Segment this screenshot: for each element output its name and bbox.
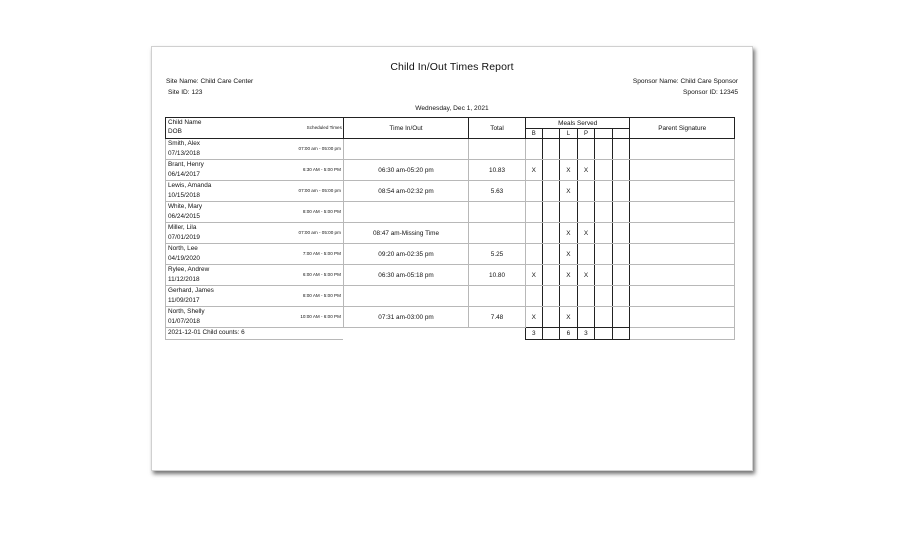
meal-cell (595, 139, 613, 160)
sponsor-info (633, 76, 738, 98)
meal-cell: X (560, 244, 578, 265)
meal-count-cell: 3 (525, 328, 542, 340)
meal-cell: X (577, 223, 595, 244)
parent-signature-cell (630, 139, 735, 160)
header-total: Total (469, 118, 526, 139)
child-cell (166, 160, 344, 181)
child-name: White, Mary (168, 203, 203, 210)
header-meal-b: B (525, 129, 542, 139)
meal-cell (542, 265, 560, 286)
scheduled-time: 7:00 AM - 5:00 PM (302, 251, 341, 256)
child-cell (166, 265, 344, 286)
child-name: Rylee, Andrew (168, 266, 210, 273)
time-in-out-cell: 09:20 am-02:35 pm (343, 244, 468, 265)
site-id: Site ID: 123 (168, 89, 203, 96)
meal-count-cell (595, 328, 613, 340)
parent-signature-cell (630, 181, 735, 202)
child-name: Gerhard, James (168, 287, 214, 294)
meal-cell (595, 286, 613, 307)
meal-cell (612, 181, 630, 202)
scheduled-time: 6:00 AM - 5:00 PM (302, 272, 341, 277)
meal-cell (542, 244, 560, 265)
meal-cell (577, 181, 595, 202)
meal-cell (595, 244, 613, 265)
counts-signature-cell (630, 328, 735, 340)
meal-cell (577, 286, 595, 307)
total-cell: 5.63 (469, 181, 526, 202)
meal-cell: X (560, 223, 578, 244)
scheduled-time: 8:00 AM - 5:00 PM (302, 293, 341, 298)
child-dob: 07/13/2018 (168, 150, 200, 157)
meal-cell (612, 265, 630, 286)
scheduled-time: 07:00 am - 05:00 pm (298, 188, 341, 193)
child-cell (166, 244, 344, 265)
meal-cell: X (560, 265, 578, 286)
time-in-out-cell: 06:30 am-05:18 pm (343, 265, 468, 286)
site-name: Site Name: Child Care Center (166, 78, 254, 85)
time-in-out-cell (343, 286, 468, 307)
child-name: Miller, Lila (168, 224, 197, 231)
scheduled-time: 07:00 am - 05:00 pm (298, 230, 341, 235)
parent-signature-cell (630, 286, 735, 307)
meal-cell (525, 286, 542, 307)
header-parent-signature: Parent Signature (630, 118, 735, 139)
meal-cell (612, 139, 630, 160)
meal-cell (595, 223, 613, 244)
time-in-out-cell: 08:54 am-02:32 pm (343, 181, 468, 202)
total-cell (469, 139, 526, 160)
header-scheduled-times: Scheduled Times (306, 125, 342, 130)
child-cell (166, 307, 344, 328)
meal-cell (542, 139, 560, 160)
parent-signature-cell (630, 244, 735, 265)
time-in-out-cell: 07:31 am-03:00 pm (343, 307, 468, 328)
total-cell: 7.48 (469, 307, 526, 328)
meal-cell (595, 181, 613, 202)
meal-cell (612, 202, 630, 223)
parent-signature-cell (630, 202, 735, 223)
child-name: Lewis, Amanda (168, 182, 212, 189)
meal-count-cell (542, 328, 560, 340)
header-time-in-out: Time In/Out (343, 118, 468, 139)
header-dob: DOB (168, 128, 182, 135)
meal-cell (577, 307, 595, 328)
parent-signature-cell (630, 160, 735, 181)
header-child (166, 118, 344, 139)
time-in-out-cell (343, 202, 468, 223)
meal-cell (542, 202, 560, 223)
total-cell (469, 202, 526, 223)
total-cell: 10.80 (469, 265, 526, 286)
meal-cell (560, 202, 578, 223)
meal-cell (525, 244, 542, 265)
header-meal-blank-1 (542, 129, 560, 139)
sponsor-name: Sponsor Name: Child Care Sponsor (632, 78, 738, 85)
child-name: Smith, Alex (168, 140, 200, 147)
meal-cell (525, 223, 542, 244)
child-dob: 06/24/2015 (168, 213, 200, 220)
meal-cell (595, 160, 613, 181)
child-cell (166, 139, 344, 160)
table-row (166, 265, 735, 286)
meal-cell: X (525, 160, 542, 181)
child-cell (166, 223, 344, 244)
child-dob: 06/14/2017 (168, 171, 200, 178)
header-meal-p: P (577, 129, 595, 139)
child-cell (166, 202, 344, 223)
meal-cell (577, 244, 595, 265)
total-cell: 10.83 (469, 160, 526, 181)
meal-cell (525, 181, 542, 202)
total-cell (469, 286, 526, 307)
child-name: Brant, Henry (168, 161, 204, 168)
table-row (166, 307, 735, 328)
meal-count-cell: 3 (577, 328, 595, 340)
meal-cell (612, 223, 630, 244)
header-meals-served: Meals Served (525, 118, 629, 129)
site-info (166, 76, 253, 98)
child-counts-cell (166, 328, 344, 340)
meal-cell: X (525, 265, 542, 286)
table-row (166, 139, 735, 160)
table-row (166, 286, 735, 307)
meal-cell (542, 181, 560, 202)
header-meal-blank-3 (612, 129, 630, 139)
child-dob: 10/15/2018 (168, 192, 200, 199)
child-name: North, Shelly (168, 308, 205, 315)
total-cell: 5.25 (469, 244, 526, 265)
child-dob: 01/07/2018 (168, 318, 200, 325)
meal-cell (542, 223, 560, 244)
total-cell (469, 223, 526, 244)
parent-signature-cell (630, 307, 735, 328)
meal-cell (560, 286, 578, 307)
child-cell (166, 286, 344, 307)
meal-cell (612, 307, 630, 328)
table-row (166, 160, 735, 181)
counts-blank-total (469, 328, 526, 340)
counts-blank-time (343, 328, 468, 340)
meal-cell: X (560, 160, 578, 181)
child-counts-label: 2021-12-01 Child counts: 6 (168, 329, 245, 336)
meal-cell: X (577, 265, 595, 286)
meal-cell (542, 307, 560, 328)
table-row (166, 223, 735, 244)
table-body (166, 139, 735, 340)
report-date: Wednesday, Dec 1, 2021 (415, 105, 489, 112)
meal-cell: X (560, 181, 578, 202)
time-in-out-cell (343, 139, 468, 160)
meal-cell (542, 160, 560, 181)
meal-count-cell: 6 (560, 328, 578, 340)
meal-cell (612, 160, 630, 181)
time-in-out-cell: 06:30 am-05:20 pm (343, 160, 468, 181)
sponsor-id: Sponsor ID: 12345 (683, 89, 738, 96)
meal-cell (560, 139, 578, 160)
meal-cell (595, 265, 613, 286)
meal-cell (612, 286, 630, 307)
meal-count-cell (612, 328, 630, 340)
child-dob: 07/01/2019 (168, 234, 200, 241)
meal-cell: X (560, 307, 578, 328)
meal-cell (612, 244, 630, 265)
header-child-name: Child Name (168, 119, 202, 126)
parent-signature-cell (630, 223, 735, 244)
times-table (165, 117, 735, 340)
meal-cell (595, 307, 613, 328)
child-dob: 04/19/2020 (168, 255, 200, 262)
header-meal-l: L (560, 129, 578, 139)
meal-cell (525, 139, 542, 160)
report-title: Child In/Out Times Report (390, 61, 514, 73)
child-name: North, Lee (168, 245, 198, 252)
meal-cell (525, 202, 542, 223)
header-meal-blank-2 (595, 129, 613, 139)
table-row (166, 244, 735, 265)
meal-cell: X (577, 160, 595, 181)
child-cell (166, 181, 344, 202)
time-in-out-cell: 08:47 am-Missing Time (343, 223, 468, 244)
scheduled-time: 8:00 AM - 5:00 PM (302, 209, 341, 214)
meal-cell: X (525, 307, 542, 328)
meal-cell (542, 286, 560, 307)
child-dob: 11/12/2018 (168, 276, 200, 283)
meal-cell (595, 202, 613, 223)
scheduled-time: 10:00 AM - 6:00 PM (300, 314, 341, 319)
meal-cell (577, 202, 595, 223)
table-row (166, 181, 735, 202)
report-page (151, 46, 753, 471)
meal-cell (577, 139, 595, 160)
child-counts-row (166, 328, 735, 340)
child-dob: 11/09/2017 (168, 297, 200, 304)
parent-signature-cell (630, 265, 735, 286)
scheduled-time: 07:00 am - 05:00 pm (298, 146, 341, 151)
table-row (166, 202, 735, 223)
scheduled-time: 6:30 AM - 5:00 PM (302, 167, 341, 172)
